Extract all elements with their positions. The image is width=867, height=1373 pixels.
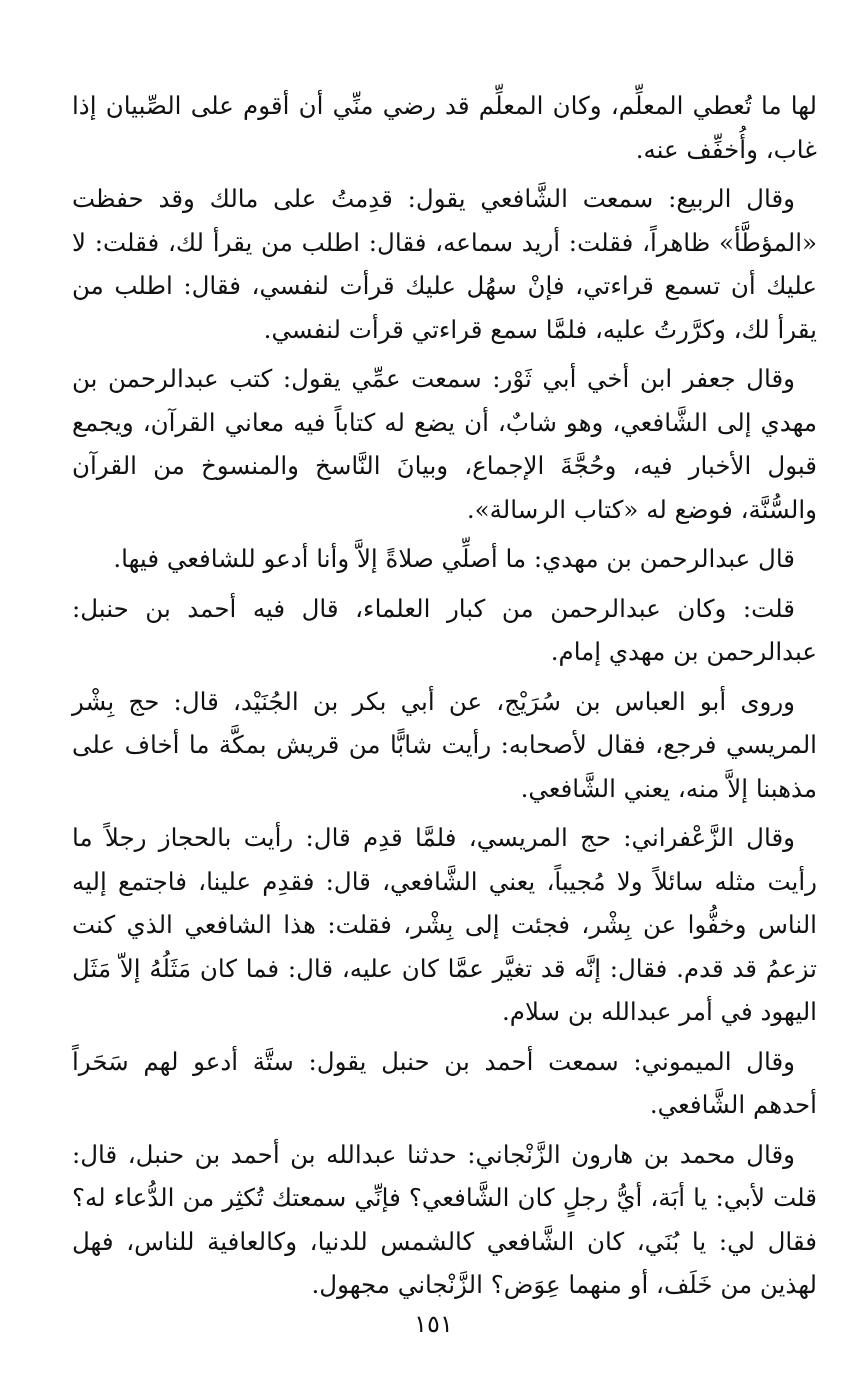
paragraph-8: وقال الميموني: سمعت أحمد بن حنبل يقول: ستَّة أدعو لهم سَحَراً أحدهم الشَّافعي.	[72, 1046, 817, 1119]
paragraph-1: لها ما تُعطي المعلِّم، وكان المعلِّم قد رضي منِّي أن أقوم على الصِّبيان إذا غاب، وأُخفِّف عنه.	[72, 91, 817, 164]
page-body	[72, 84, 817, 1313]
paragraph-5: قلت: وكان عبدالرحمن من كبار العلماء، قال فيه أحمد بن حنبل: عبدالرحمن بن مهدي إمام.	[72, 593, 817, 666]
paragraph-6: وروى أبو العباس بن سُرَيْج، عن أبي بكر بن الجُنَيْد، قال: حج بِشْر المريسي فرجع، فقال لأصحابه: رأيت شابًّا من قريش بمكَّة ما أخاف على مذهبنا إلاَّ منه، يعني الشَّافعي.	[72, 686, 817, 803]
paragraph-9: وقال محمد بن هارون الزَّنْجاني: حدثنا عبدالله بن أحمد بن حنبل، قال: قلت لأبي: يا أبَة، أيُّ رجلٍ كان الشَّافعي؟ فإنِّي سمعتك تُكثِر من الدُّعاء له؟ فقال لي: يا بُنَي، كان الشَّافعي كالشمس للدنيا، وكالعافية للناس، فهل لهذين من خَلَف، أو منهما عِوَض؟ الزَّنْجاني مجهول.	[72, 1139, 817, 1299]
paragraph-7: وقال الزَّعْفراني: حج المريسي، فلمَّا قدِم قال: رأيت بالحجاز رجلاً ما رأيت مثله سائلاً ولا مُجيباً، يعني الشَّافعي، قال: فقدِم علينا، فاجتمع إليه الناس وخفُّوا عن بِشْر، فجئت إلى بِشْر، فقلت: هذا الشافعي الذي كنت تزعمُ قد قدم. فقال: إنَّه قد تغيَّر عمَّا كان عليه، قال: فما كان مَثَلُهُ إلاّ مَثَل اليهود في أمر عبدالله بن سلام.	[72, 823, 817, 1026]
paragraph-3: وقال جعفر ابن أخي أبي ثَوْر: سمعت عمِّي يقول: كتب عبدالرحمن بن مهدي إلى الشَّافعي، وهو شابٌ، أن يضع له كتاباً فيه معاني القرآن، ويجمع قبول الأخبار فيه، وحُجَّةَ الإجماع، وبيانَ النَّاسخ والمنسوخ من القرآن والسُّنَّة، فوضع له «كتاب الرسالة».	[72, 364, 817, 524]
page-number: ١٥١	[414, 1310, 453, 1338]
paragraph-4: قال عبدالرحمن بن مهدي: ما أصلِّي صلاةً إلاَّ وأنا أدعو للشافعي فيها.	[113, 544, 795, 573]
paragraph-2: وقال الربيع: سمعت الشَّافعي يقول: قدِمتُ على مالك وقد حفظت «المؤطَّأ» ظاهراً، فقلت: أريد سماعه، فقال: اطلب من يقرأ لك، فقلت: لا عليك أن تسمع قراءتي، فإنْ سهُل عليك قرأت لنفسي، فقال: اطلب من يقرأ لك، وكرَّرتُ عليه، فلمَّا سمع قراءتي قرأت لنفسي.	[72, 184, 817, 344]
